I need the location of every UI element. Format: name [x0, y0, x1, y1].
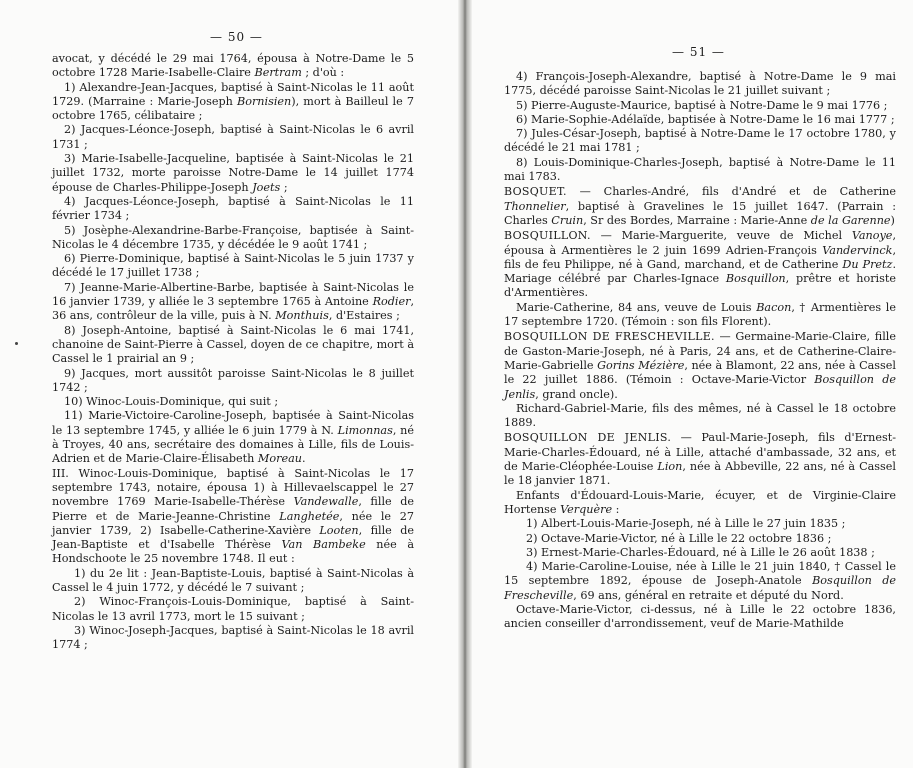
text-paragraph [52, 52, 414, 81]
text-run: 7) Jules-César-Joseph, baptisé à Notre-Dame le 17 octobre 1780, y décédé le 21 mai 1781 ; [504, 127, 896, 155]
italic-name: de la Garenne [810, 213, 891, 227]
text-paragraph [504, 229, 896, 300]
italic-name: Monthuis [275, 309, 329, 323]
text-paragraph [504, 156, 896, 185]
text-run: 3) Marie-Isabelle-Jacqueline, baptisée à Saint-Nicolas le 21 juillet 1732, morte paroisse Notre-Dame le 14 juillet 1774 épouse de Charles-Philippe-Joseph [52, 152, 414, 194]
italic-name: Bornisien [236, 94, 292, 108]
text-run: — Marie-Marguerite, veuve de Michel [590, 229, 852, 243]
entry-heading: BOSQUILLON. [504, 229, 591, 243]
page-text [52, 52, 414, 652]
page-number: — 50 — [210, 30, 263, 44]
italic-name: Vandervinck [822, 243, 893, 257]
text-run: 6) Marie-Sophie-Adélaïde, baptisée à Notre-Dame le 16 mai 1777 ; [516, 112, 895, 126]
text-run: ) [890, 213, 895, 227]
text-run: 5) Pierre-Auguste-Maurice, baptisé à Notre-Dame le 9 mai 1776 ; [516, 98, 888, 112]
text-run: , née à Abbeville, 22 ans, né à Cassel le 18 janvier 1871. [504, 460, 896, 488]
italic-name: Verquère [560, 502, 613, 516]
text-run: 8) Louis-Dominique-Charles-Joseph, baptisé à Notre-Dame le 11 mai 1783. [504, 155, 896, 184]
text-run: 1) Alexandre-Jean-Jacques, baptisé à Saint-Nicolas le 11 août 1729. (Marraine : Marie-Joseph [52, 80, 414, 108]
text-paragraph [504, 330, 896, 401]
text-run: 3) Ernest-Marie-Charles-Édouard, né à Lille le 26 août 1838 ; [526, 545, 875, 559]
text-paragraph [52, 624, 414, 653]
text-paragraph [52, 152, 414, 195]
page-text [504, 70, 896, 632]
text-run: , grand oncle). [535, 387, 618, 401]
italic-name: Van Bambeke [281, 538, 366, 552]
italic-name: Cruin [551, 213, 584, 227]
text-paragraph [504, 127, 896, 156]
text-run: , † Armentières le 17 septembre 1720. (Témoin : son fils Florent). [504, 300, 896, 329]
text-paragraph [52, 224, 414, 253]
text-paragraph [504, 546, 896, 560]
italic-name: Du Pretz [842, 257, 893, 271]
text-paragraph [52, 281, 414, 324]
text-run: 10) Winoc-Louis-Dominique, qui suit ; [64, 395, 279, 409]
text-run: 11) Marie-Victoire-Caroline-Joseph, baptisée à Saint-Nicolas le 13 septembre 1745, y alliée le 6 juin 1779 à N. [52, 409, 414, 437]
text-paragraph [52, 81, 414, 124]
text-run: 2) Winoc-François-Louis-Dominique, baptisé à Saint-Nicolas le 13 avril 1773, mort le 15 suivant ; [52, 595, 414, 623]
text-paragraph [504, 402, 896, 431]
text-run: , née à Blamont, 22 ans, née à Cassel le 22 juillet 1886. (Témoin : Octave-Marie-Victor [504, 358, 896, 387]
italic-name: Joets [252, 180, 281, 194]
text-run: , prêtre et horiste d'Armentières. [504, 272, 896, 300]
italic-name: Gorins Mézière [597, 358, 685, 372]
text-run: 4) Jacques-Léonce-Joseph, baptisé à Saint-Nicolas le 11 février 1734 ; [52, 194, 414, 223]
text-run: — Charles-André, fils d'André et de Catherine [566, 185, 896, 199]
italic-name: Looten [319, 523, 359, 537]
text-paragraph [504, 185, 896, 228]
text-paragraph [52, 567, 414, 596]
text-run: ; [280, 180, 288, 194]
text-run: , 69 ans, général en retraite et député du Nord. [573, 588, 844, 602]
book-gutter [458, 0, 472, 768]
text-paragraph [504, 603, 896, 632]
text-run: , 36 ans, contrôleur de la ville, puis à N. [52, 295, 414, 323]
text-run: , d'Estaires ; [328, 309, 400, 323]
text-run: 5) Josèphe-Alexandrine-Barbe-Françoise, baptisée à Saint-Nicolas le 4 décembre 1735, y décédée le 9 août 1741 ; [52, 223, 414, 251]
text-run: Marie-Catherine, 84 ans, veuve de Louis [516, 300, 757, 314]
italic-name: Thonnelier [504, 199, 566, 213]
italic-name: Bacon [756, 300, 792, 314]
entry-heading: BOSQUILLON DE FRESCHEVILLE. [504, 330, 715, 344]
text-paragraph [52, 123, 414, 152]
text-run: , fille de Jean-Baptiste et d'Isabelle Thérèse [52, 523, 414, 552]
text-run: ; d'où : [301, 66, 345, 80]
text-run: ), mort à Bailleul le 7 octobre 1765, célibataire ; [52, 94, 414, 123]
text-paragraph [504, 301, 896, 330]
text-run: 4) Marie-Caroline-Louise, née à Lille le 21 juin 1840, † Cassel le 15 septembre 1892, épouse de Joseph-Anatole [504, 560, 896, 588]
text-run: 6) Pierre-Dominique, baptisé à Saint-Nicolas le 5 juin 1737 y décédé le 17 juillet 1738 ; [52, 252, 414, 280]
italic-name: Rodier [372, 295, 411, 309]
text-paragraph [52, 252, 414, 281]
text-paragraph [52, 467, 414, 567]
text-paragraph [504, 113, 896, 127]
italic-name: Lion [657, 460, 683, 474]
text-paragraph [504, 70, 896, 99]
text-paragraph [52, 195, 414, 224]
text-run: 9) Jacques, mort aussitôt paroisse Saint-Nicolas le 8 juillet 1742 ; [52, 366, 414, 394]
text-paragraph [52, 595, 414, 624]
entry-heading: BOSQUILLON DE JENLIS. [504, 431, 672, 445]
italic-name: Bosquillon de Frescheville [504, 574, 896, 602]
text-paragraph [52, 395, 414, 409]
italic-name: Moreau [257, 452, 302, 466]
text-run: , fille de Pierre et de Marie-Jeanne-Christine [52, 495, 414, 523]
right-page [472, 0, 913, 768]
text-run: — Paul-Marie-Joseph, fils d'Ernest-Marie-Charles-Édouard, né à Lille, attaché d'ambassade, 32 ans, et de Marie-Cléophée-Louise [504, 431, 896, 474]
text-run: 2) Octave-Marie-Victor, né à Lille le 22 octobre 1836 ; [526, 531, 832, 545]
text-run: 8) Joseph-Antoine, baptisé à Saint-Nicolas le 6 mai 1741, chanoine de Saint-Pierre à Cassel, doyen de ce chapitre, mort à Cassel le 1 prairial an 9 ; [52, 323, 414, 366]
text-paragraph [52, 367, 414, 396]
margin-ink-dot [15, 342, 18, 345]
text-run: — Germaine-Marie-Claire, fille de Gaston-Marie-Joseph, né à Paris, 24 ans, et de Catherine-Claire-Marie-Gabrielle [504, 330, 896, 372]
text-run: , né à Troyes, 40 ans, secrétaire des domaines à Lille, fils de Louis-Adrien et de Marie-Claire-Élisabeth [52, 423, 414, 466]
page-number: — 51 — [672, 45, 725, 59]
text-paragraph [504, 99, 896, 113]
text-run: 7) Jeanne-Marie-Albertine-Barbe, baptisée à Saint-Nicolas le 16 janvier 1739, y alliée le 3 septembre 1765 à Antoine [52, 280, 414, 309]
italic-name: Langhetée [279, 509, 340, 523]
text-run: III. Winoc-Louis-Dominique, baptisé à Saint-Nicolas le 17 septembre 1743, notaire, épousa 1) à Hillevaelscappel le 27 novembre 1769 Marie-Isabelle-Thérèse [52, 466, 414, 509]
italic-name: Vandewalle [293, 495, 359, 509]
text-run: 1) du 2e lit : Jean-Baptiste-Louis, baptisé à Saint-Nicolas à Cassel le 4 juin 1772, y décédé le 7 suivant ; [52, 566, 414, 594]
italic-name: Limonnas [337, 423, 393, 437]
text-paragraph [52, 324, 414, 367]
text-run: , Sr des Bordes, Marraine : Marie-Anne [583, 213, 811, 227]
text-run: Enfants d'Édouard-Louis-Marie, écuyer, et de Virginie-Claire Hortense [504, 488, 896, 516]
text-run: 4) François-Joseph-Alexandre, baptisé à Notre-Dame le 9 mai 1775, décédé paroisse Saint-Nicolas le 21 juillet suivant ; [504, 70, 896, 98]
text-paragraph [504, 532, 896, 546]
text-run: 2) Jacques-Léonce-Joseph, baptisé à Saint-Nicolas le 6 avril 1731 ; [52, 123, 414, 151]
italic-name: Bosquillon de Jenlis [504, 373, 897, 401]
entry-heading: BOSQUET. [504, 185, 567, 199]
text-run: , épousa à Armentières le 2 juin 1699 Adrien-François [504, 229, 896, 257]
text-run: . Mariage célébré par Charles-Ignace [504, 257, 896, 286]
text-paragraph [504, 560, 896, 603]
text-run: . [301, 452, 306, 466]
italic-name: Bertram [254, 66, 302, 80]
italic-name: Bosquillon [725, 272, 786, 286]
text-run: , née le 27 janvier 1739, 2) Isabelle-Catherine-Xavière [52, 509, 414, 537]
text-run: : [612, 502, 620, 516]
text-run: Richard-Gabriel-Marie, fils des mêmes, né à Cassel le 18 octobre 1889. [504, 401, 896, 430]
italic-name: Vanoye [851, 229, 893, 243]
text-paragraph [52, 409, 414, 466]
text-run: 1) Albert-Louis-Marie-Joseph, né à Lille le 27 juin 1835 ; [526, 517, 846, 531]
text-run: 3) Winoc-Joseph-Jacques, baptisé à Saint-Nicolas le 18 avril 1774 ; [52, 623, 414, 652]
text-run: avocat, y décédé le 29 mai 1764, épousa à Notre-Dame le 5 octobre 1728 Marie-Isabelle-Claire [52, 52, 414, 80]
text-paragraph [504, 431, 896, 488]
text-run: née à Hondschoote le 25 novembre 1748. Il eut : [52, 538, 414, 566]
text-run: Octave-Marie-Victor, ci-dessus, né à Lille le 22 octobre 1836, ancien conseiller d'arrondissement, veuf de Marie-Mathilde [504, 602, 896, 631]
text-run: , baptisé à Gravelines le 15 juillet 1647. (Parrain : Charles [504, 199, 896, 227]
text-run: , fils de feu Philippe, né à Gand, marchand, et de Catherine [504, 243, 896, 271]
text-paragraph [504, 489, 896, 518]
text-paragraph [504, 517, 896, 531]
